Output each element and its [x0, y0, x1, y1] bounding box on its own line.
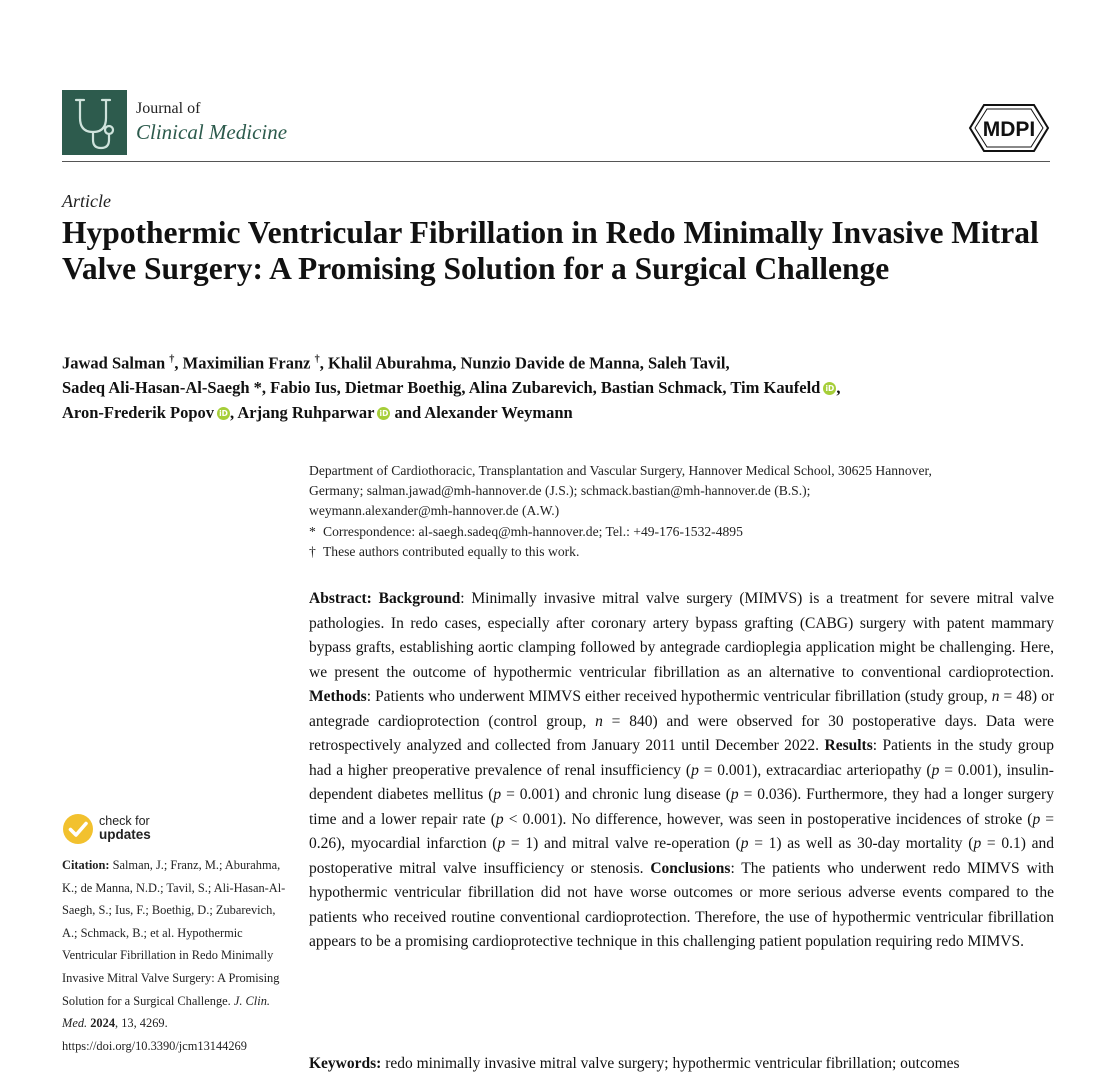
affiliation-block — [309, 461, 1054, 562]
results-text: < 0.001). No difference, however, was seen in postoperative incidences of stroke ( — [503, 810, 1033, 828]
author-name: Aron-Frederik Popov — [62, 402, 215, 422]
citation-volume: , 13, 4269. — [115, 1016, 168, 1031]
author-name: Sadeq Ali-Hasan-Al-Saegh — [62, 378, 250, 397]
affiliation-line: Department of Cardiothoracic, Transplantation and Vascular Surgery, Hannover Medical School, 30625 Hannover, — [309, 463, 932, 478]
methods-label: Methods — [309, 688, 367, 705]
n-variable: n — [991, 688, 1000, 705]
equal-mark: † — [309, 543, 316, 559]
equal-contribution-mark: † — [314, 354, 320, 365]
author-name: and Alexander Weymann — [394, 402, 573, 422]
p-variable: p — [691, 761, 699, 779]
p-variable: p — [973, 835, 982, 852]
journal-name-line2: Clinical Medicine — [136, 120, 288, 144]
equal-contribution-line — [309, 542, 1054, 562]
results-text: = 0.1) and postoperative mitral valve insufficiency or stenosis. — [309, 835, 1054, 877]
corresponding-mark: * — [253, 378, 262, 397]
citation-label: Citation: — [62, 858, 110, 872]
methods-text: = 48) or antegrade cardioprotection (control group, — [309, 688, 1054, 730]
check-for-updates-line2: updates — [99, 827, 151, 842]
p-variable: p — [497, 835, 506, 852]
results-label: Results — [824, 737, 873, 754]
citation-journal: J. Clin. Med. — [62, 993, 270, 1031]
header-rule — [62, 161, 1050, 162]
correspondence-text: Correspondence: al-saegh.sadeq@mh-hannover.de; Tel.: +49-176-1532-4895 — [323, 523, 743, 539]
citation-year: 2024 — [90, 1016, 116, 1031]
results-text: = 0.26), myocardial infarction ( — [309, 810, 1054, 852]
author-name: Arjang Ruhparwar — [237, 402, 375, 422]
orcid-icon[interactable]: iD — [377, 407, 390, 420]
results-text: = 0.001) and chronic lung disease ( — [501, 786, 731, 803]
citation-block — [62, 854, 288, 1057]
check-for-updates-line1: check for — [99, 814, 150, 828]
keywords-label: Keywords: — [309, 1055, 382, 1072]
keywords — [309, 1052, 1054, 1077]
article-title: Hypothermic Ventricular Fibrillation in Redo Minimally Invasive Mitral Valve Surgery: A Promising Solution for a Surgical Challenge — [62, 215, 1039, 286]
p-variable: p — [730, 786, 739, 803]
stethoscope-icon — [62, 90, 127, 155]
correspondence-line — [309, 522, 1054, 542]
results-text: = 0.001), insulin-dependent diabetes mellitus ( — [309, 761, 1054, 803]
p-variable: p — [740, 835, 749, 852]
p-variable: p — [1032, 810, 1041, 828]
author-list: Jawad Salman †, Maximilian Franz †, Khalil Aburahma, Nunzio Davide de Manna, Saleh Tavil, Sadeq Ali-Hasan-Al-Saegh *, Fabio Ius, Dietmar Boethig, Alina Zubarevich, Bastian Schmack, Tim Kaufeld iD , Aron-Frederik Popov iD , Arjang Ruhparwar iD and Alexander Weymann — [62, 353, 841, 422]
author-names: Fabio Ius, Dietmar Boethig, Alina Zubarevich, Bastian Schmack, Tim Kaufeld — [270, 378, 821, 397]
p-variable: p — [931, 761, 940, 779]
equal-contribution-text: These authors contributed equally to this work. — [323, 543, 580, 559]
citation-text: Salman, J.; Franz, M.; Aburahma, K.; de Manna, N.D.; Tavil, S.; Ali-Hasan-Al-Saegh, S.; Ius, F.; Boethig, D.; Zubarevich, A.; Schmack, B.; et al. Hypothermic Ventricular Fibrillation in Redo Minimally Invasive Mitral Valve Surgery: A Promising Solution for a Surgical Challenge. — [62, 858, 286, 1008]
check-for-updates-label[interactable] — [99, 814, 151, 842]
p-variable: p — [495, 810, 504, 828]
results-text: = 1) and mitral valve re-operation ( — [505, 835, 741, 852]
mdpi-logo-text: MDPI — [982, 118, 1036, 141]
methods-text: = 840) and were observed for 30 postoperative days. Data were retrospectively analyzed and collected from January 2011 until December 2022. — [309, 712, 1054, 754]
results-text: = 0.036). Furthermore, they had a longer surgery time and a lower repair rate ( — [309, 786, 1054, 828]
mdpi-logo — [966, 100, 1052, 156]
results-text: = 0.001), extracardiac arteriopathy ( — [698, 761, 932, 779]
author-name: Maximilian Franz — [182, 353, 311, 373]
affiliation-line: Germany; salman.jawad@mh-hannover.de (J.S.); schmack.bastian@mh-hannover.de (B.S.); — [309, 483, 811, 499]
results-text: = 1) as well as 30-day mortality ( — [748, 835, 974, 852]
check-for-updates-icon[interactable] — [62, 813, 94, 845]
orcid-icon[interactable]: iD — [217, 407, 230, 420]
journal-name-line1: Journal of — [136, 100, 201, 117]
results-text: : Patients in the study group had a higher preoperative prevalence of renal insufficiency ( — [309, 737, 1054, 779]
orcid-icon[interactable]: iD — [823, 382, 836, 395]
keywords-text: redo minimally invasive mitral valve surgery; hypothermic ventricular fibrillation; outcomes — [381, 1055, 960, 1072]
abstract — [309, 587, 1054, 955]
affiliation-line: weymann.alexander@mh-hannover.de (A.W.) — [309, 503, 560, 519]
article-type: Article — [62, 191, 111, 211]
journal-logo — [62, 90, 127, 155]
n-variable: n — [595, 712, 603, 730]
abstract-label: Abstract: — [309, 590, 372, 607]
conclusions-label: Conclusions — [650, 859, 731, 877]
author-name: Jawad Salman — [62, 353, 166, 373]
background-label: Background — [378, 590, 461, 607]
correspondence-mark: * — [309, 523, 316, 539]
author-names: Khalil Aburahma, Nunzio Davide de Manna, Saleh Tavil, — [327, 353, 730, 373]
equal-contribution-mark: † — [169, 354, 175, 365]
citation-doi-link[interactable]: https://doi.org/10.3390/jcm13144269 — [62, 1038, 247, 1053]
methods-text: : Patients who underwent MIMVS either received hypothermic ventricular fibrillation (study group, — [366, 688, 992, 705]
p-variable: p — [493, 786, 502, 803]
background-text: : Minimally invasive mitral valve surgery (MIMVS) is a treatment for severe mitral valve pathologies. In redo cases, especially after coronary artery bypass grafting (CABG) surgery with patent mammary bypass grafts, establishing aortic clamping followed by antegrade cardioplegia application might be challenging. Here, we present the outcome of hypothermic ventricular fibrillation as an alternative to conventional cardioprotection. — [309, 590, 1054, 681]
conclusions-text: : The patients who underwent redo MIMVS with hypothermic ventricular fibrillation did not have worse outcomes or more serious adverse events compared to the patients who received routine conventional cardioprotection. Therefore, the use of hypothermic ventricular fibrillation appears to be a promising cardioprotective technique in this challenging patient population requiring redo MIMVS. — [309, 859, 1055, 950]
